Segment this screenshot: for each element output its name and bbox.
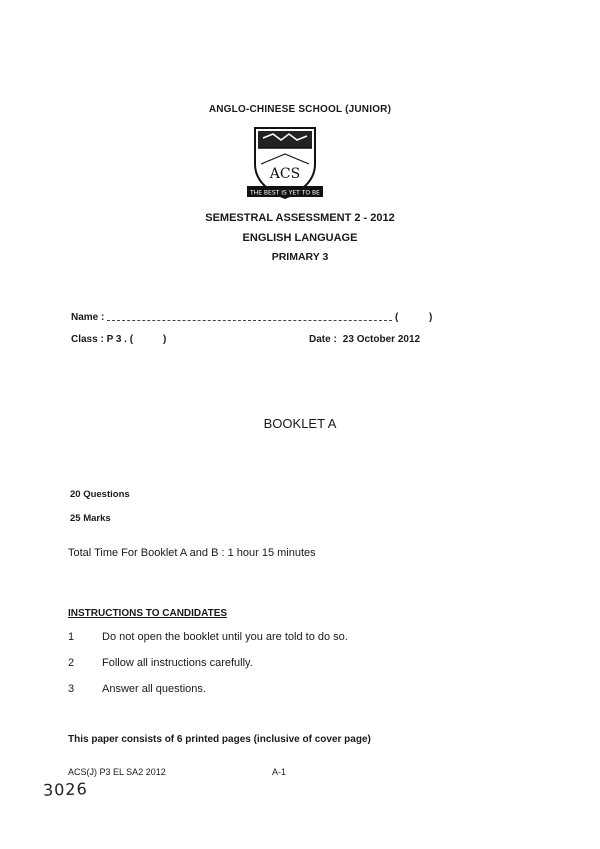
instruction-item [68,683,206,695]
name-field[interactable] [107,320,392,321]
level-title: PRIMARY 3 [271,251,329,263]
class-label: Class : P 3 . ( [71,334,134,345]
instruction-text: Answer all questions. [102,683,206,695]
booklet-title: BOOKLET A [263,416,337,431]
instruction-number: 3 [68,683,75,695]
class-paren-close: ) [163,334,167,345]
school-name: ANGLO-CHINESE SCHOOL (JUNIOR) [208,104,392,115]
instructions-heading: INSTRUCTIONS TO CANDIDATES [68,608,228,619]
school-crest-icon [245,124,325,206]
instruction-item [68,631,348,643]
questions-count: 20 Questions [70,489,130,500]
handwritten-number: 3026 [42,779,89,800]
total-time: Total Time For Booklet A and B : 1 hour 15 minutes [68,547,316,559]
crest-motto: THE BEST IS YET TO BE [250,189,320,197]
name-paren-close: ) [429,312,433,323]
name-paren-open: ( [395,312,399,323]
marks-total: 25 Marks [70,513,111,524]
instruction-text: Do not open the booklet until you are told to do so. [102,631,348,643]
date-value: 23 October 2012 [342,334,421,345]
page-count-note: This paper consists of 6 printed pages (inclusive of cover page) [68,734,371,745]
assessment-title: SEMESTRAL ASSESSMENT 2 - 2012 [205,212,395,224]
register-number-field[interactable] [395,312,440,323]
crest-letters: ACS [269,166,301,182]
instruction-item [68,657,253,669]
date-row [309,334,420,345]
page-number: A-1 [272,767,287,777]
paper-code: ACS(J) P3 EL SA2 2012 [68,767,166,777]
instruction-text: Follow all instructions carefully. [102,657,253,669]
name-label: Name : [71,312,105,323]
instruction-number: 2 [68,657,75,669]
subject-title: ENGLISH LANGUAGE [242,232,358,244]
instruction-number: 1 [68,631,75,643]
date-label: Date : [309,334,337,345]
